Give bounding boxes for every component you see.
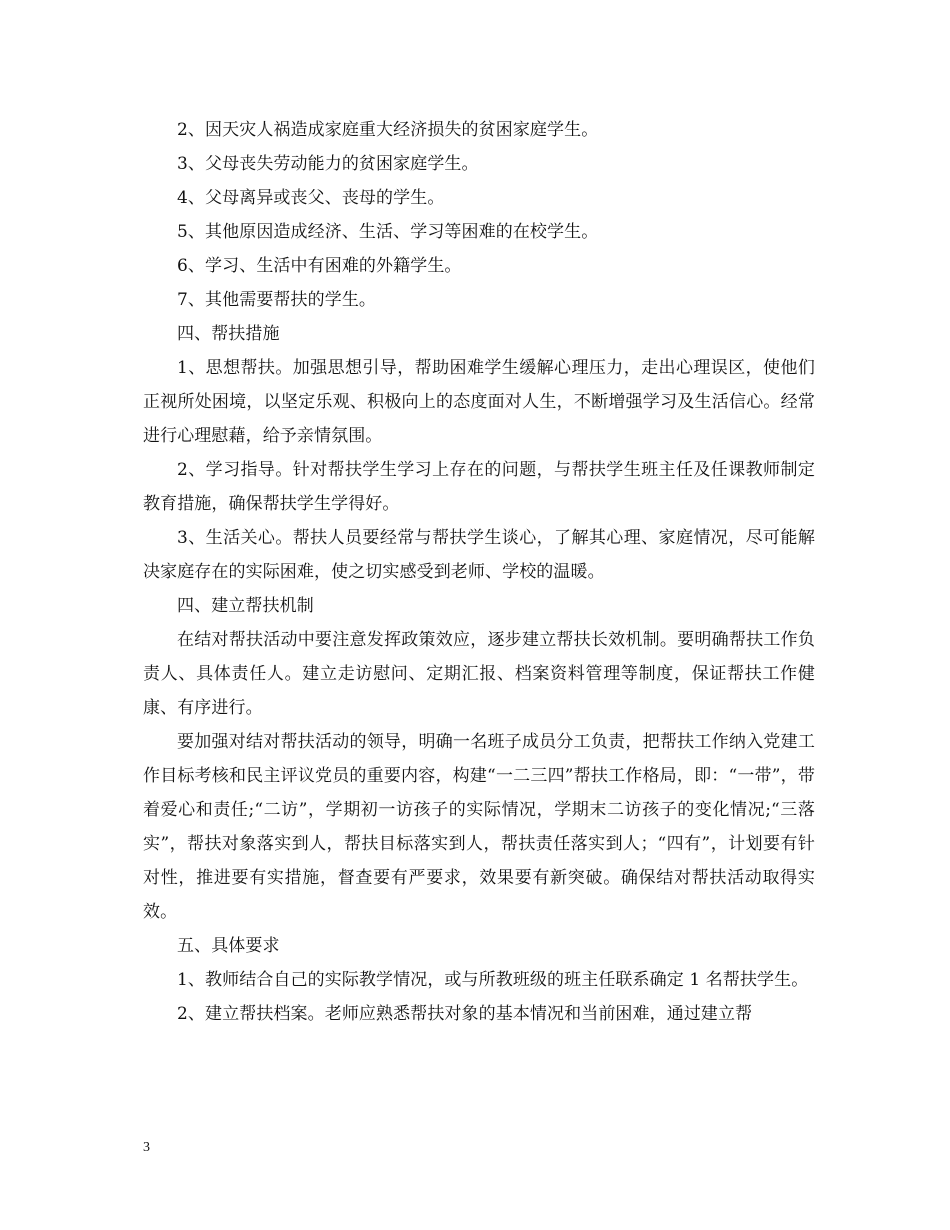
section-heading-support-mechanism: 四、建立帮扶机制 [177,596,314,616]
paragraph-ideological-support: 1、思想帮扶。加强思想引导，帮助困难学生缓解心理压力，走出心理误区，使他们正视所处困境，以坚定乐观、积极向上的态度面对人生，不断增强学习及生活信心。经常进行心理慰藉，给予亲情氛围。 [143,358,815,446]
paragraph-item-6: 6、学习、生活中有困难的外籍学生。 [177,256,462,276]
paragraph-item-3: 3、父母丧失劳动能力的贫困家庭学生。 [177,154,479,174]
paragraph-life-care: 3、生活关心。帮扶人员要经常与帮扶学生谈心，了解其心理、家庭情况，尽可能解决家庭存在的实际困难，使之切实感受到老师、学校的温暖。 [143,528,815,582]
paragraph-requirement-1: 1、教师结合自己的实际教学情况，或与所教班级的班主任联系确定 1 名帮扶学生。 [177,970,809,990]
paragraph-item-5: 5、其他原因造成经济、生活、学习等困难的在校学生。 [177,222,599,242]
page-number: 3 [143,1140,150,1155]
paragraph-item-2: 2、因天灾人祸造成家庭重大经济损失的贫困家庭学生。 [177,120,599,140]
section-heading-support-measures: 四、帮扶措施 [177,324,280,344]
paragraph-mechanism: 在结对帮扶活动中要注意发挥政策效应，逐步建立帮扶长效机制。要明确帮扶工作负责人、具体责任人。建立走访慰问、定期汇报、档案资料管理等制度，保证帮扶工作健康、有序进行。 [143,630,815,718]
paragraph-item-7: 7、其他需要帮扶的学生。 [177,290,377,310]
paragraph-leadership: 要加强对结对帮扶活动的领导，明确一名班子成员分工负责，把帮扶工作纳入党建工作目标考核和民主评议党员的重要内容，构建“一二三四”帮扶工作格局，即：“一带”，带着爱心和责任;“二访”，学期初一访孩子的实际情况，学期末二访孩子的变化情况;“三落实”，帮扶对象落实到人，帮扶目标落实到人，帮扶责任落实到人；“四有”，计划要有针对性，推进要有实措施，督查要有严要求，效果要有新突破。确保结对帮扶活动取得实效。 [143,732,815,922]
paragraph-requirement-2: 2、建立帮扶档案。老师应熟悉帮扶对象的基本情况和当前困难，通过建立帮 [177,1004,753,1024]
paragraph-item-4: 4、父母离异或丧父、丧母的学生。 [177,188,445,208]
section-heading-specific-requirements: 五、具体要求 [177,936,280,956]
paragraph-study-guidance: 2、学习指导。针对帮扶学生学习上存在的问题，与帮扶学生班主任及任课教师制定教育措施，确保帮扶学生学得好。 [143,460,815,514]
document-body [143,113,815,1031]
